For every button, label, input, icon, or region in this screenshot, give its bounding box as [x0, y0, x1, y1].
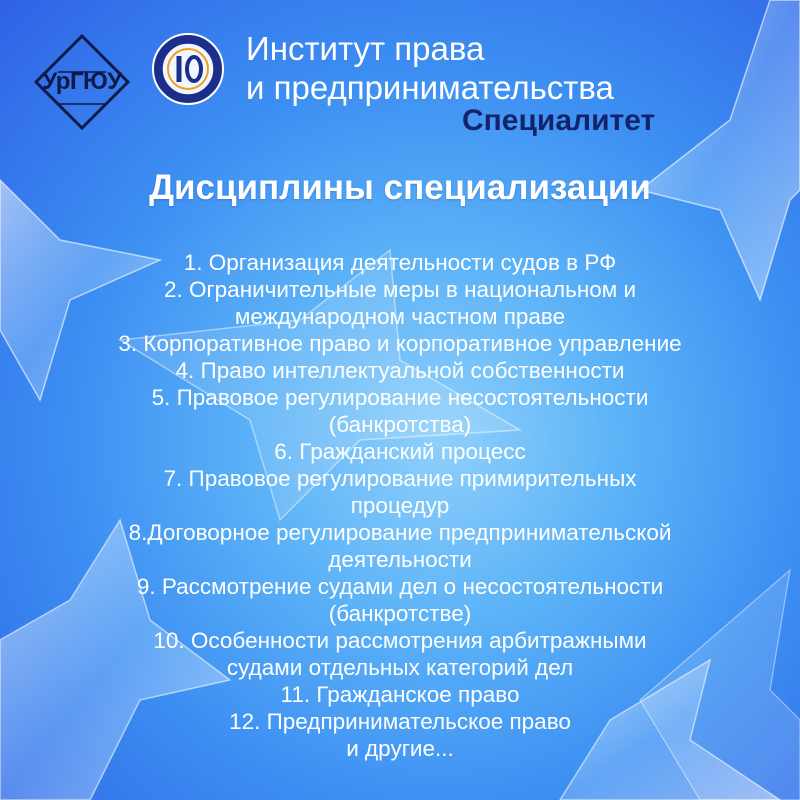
program-label: Специалитет: [462, 104, 656, 137]
discipline-line: 10. Особенности рассмотрения арбитражными: [153, 628, 647, 653]
discipline-line: судами отдельных категорий дел: [226, 655, 574, 680]
discipline-line: 3. Корпоративное право и корпоративное управление: [118, 331, 682, 356]
discipline-line: 9. Рассмотрение судами дел о несостоятельности: [136, 574, 664, 599]
discipline-line: 11. Гражданское право: [280, 682, 520, 707]
discipline-line: 2. Ограничительные меры в национальном и: [163, 277, 637, 302]
discipline-line: и другие...: [346, 736, 454, 761]
discipline-line: 6. Гражданский процесс: [274, 439, 526, 464]
discipline-line: 8.Договорное регулирование предпринимательской: [128, 520, 672, 545]
discipline-list: [0, 249, 800, 762]
institute-seal-logo: [151, 32, 225, 106]
discipline-line: международном частном праве: [234, 304, 566, 329]
discipline-line: 4. Право интеллектуальной собственности: [175, 358, 625, 383]
discipline-line: 1. Организация деятельности судов в РФ: [183, 250, 617, 275]
institute-title-line1: Институт права: [246, 30, 485, 67]
discipline-line: деятельности: [328, 547, 472, 572]
discipline-line: процедур: [350, 493, 450, 518]
institute-title-line2: и предпринимательства: [246, 69, 614, 106]
university-abbr: УрГЮУ: [42, 68, 122, 95]
discipline-line: 12. Предпринимательское право: [229, 709, 571, 734]
discipline-line: 7. Правовое регулирование примирительных: [163, 466, 637, 491]
university-logo: [28, 28, 136, 136]
discipline-line: (банкротстве): [328, 601, 472, 626]
discipline-line: 5. Правовое регулирование несостоятельности: [151, 385, 649, 410]
section-heading: Дисциплины специализации: [149, 168, 651, 207]
discipline-line: (банкротства): [328, 412, 472, 437]
